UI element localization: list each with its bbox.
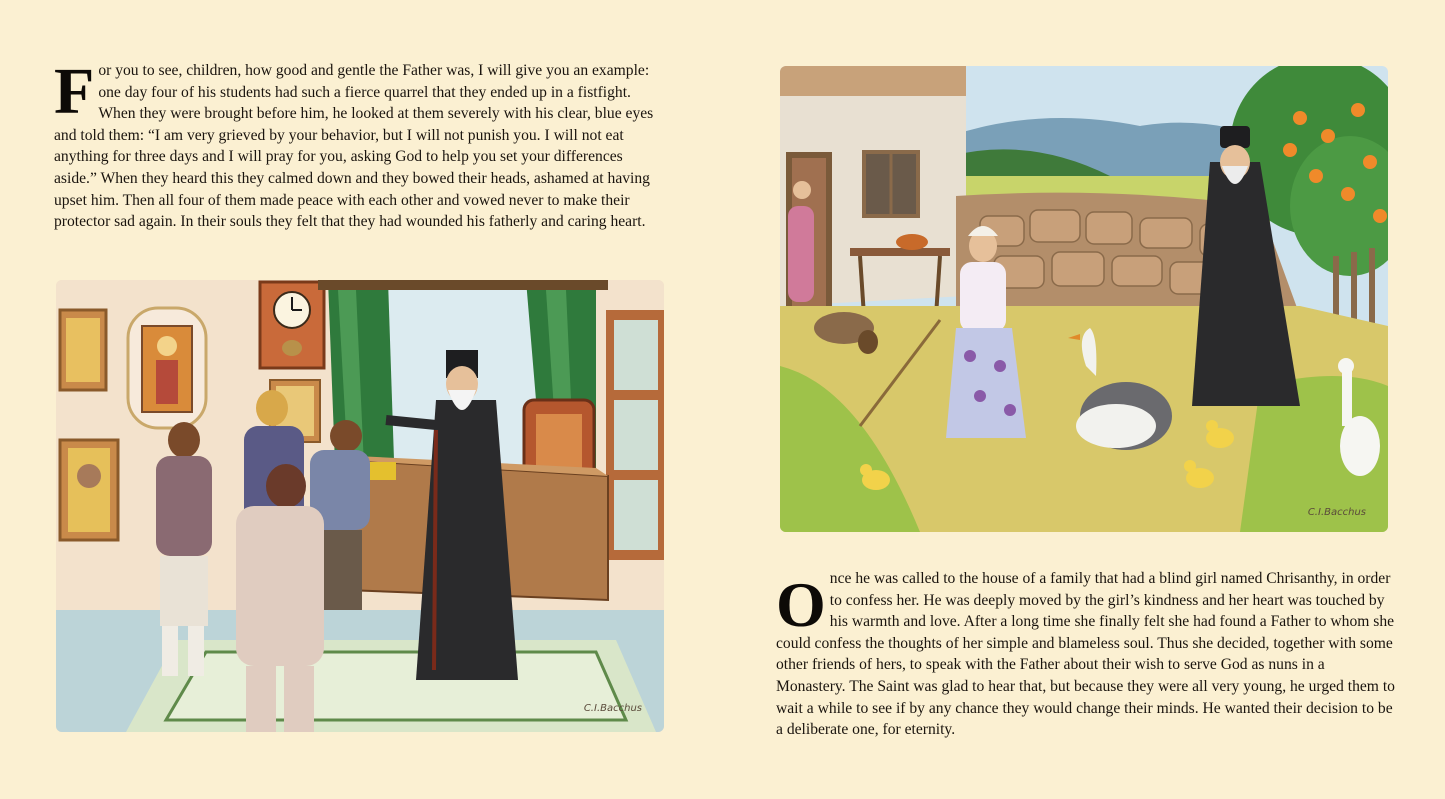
right-page [722, 0, 1445, 799]
left-story-text [54, 55, 664, 233]
left-dropcap: F [54, 55, 95, 128]
right-story-text [776, 568, 1398, 741]
classroom-scene [56, 280, 664, 732]
illustration-courtyard [780, 66, 1388, 532]
right-paragraph: nce he was called to the house of a family that had a blind girl named Chrisanthy, in order to confess her. He was deeply moved by the girl’s kindness and her heart was touched by his warmth and love. After a long time she finally felt she had found a Father to whom she could confess the thoughts of her simple and blameless soul. Thus she decided, together with some other friends of hers, to speak with the Father about their wish to serve God as nuns in a Monastery. The Saint was glad to hear that, but because they were all very young, he urged them to wait a while to see if by any chance they would change their minds. He wanted their decision to be a deliberate one, for eternity. [776, 570, 1395, 739]
courtyard-scene [780, 66, 1388, 532]
right-illustration-signature: C.I.Bacchus [1307, 507, 1366, 518]
left-page [0, 0, 722, 799]
right-dropcap: O [776, 569, 826, 640]
left-paragraph: or you to see, children, how good and gentle the Father was, I will give you an example: one day four of his students had such a fierce quarrel that they ended up in a fistfight. When they were brought before him, he looked at them severely with his clear, blue eyes and told them: “I am very grieved by your behavior, but I will not punish you. I will not eat anything for three days and I will pray for you, asking God to help you set your differences aside.” When they heard this they calmed down and they bowed their heads, ashamed at having upset him. Then all four of them made peace with each other and vowed never to make their protector sad again. In their souls they felt that they had wounded his fatherly and caring heart. [54, 62, 654, 231]
left-illustration-signature: C.I.Bacchus [583, 703, 642, 714]
illustration-classroom [56, 280, 664, 732]
